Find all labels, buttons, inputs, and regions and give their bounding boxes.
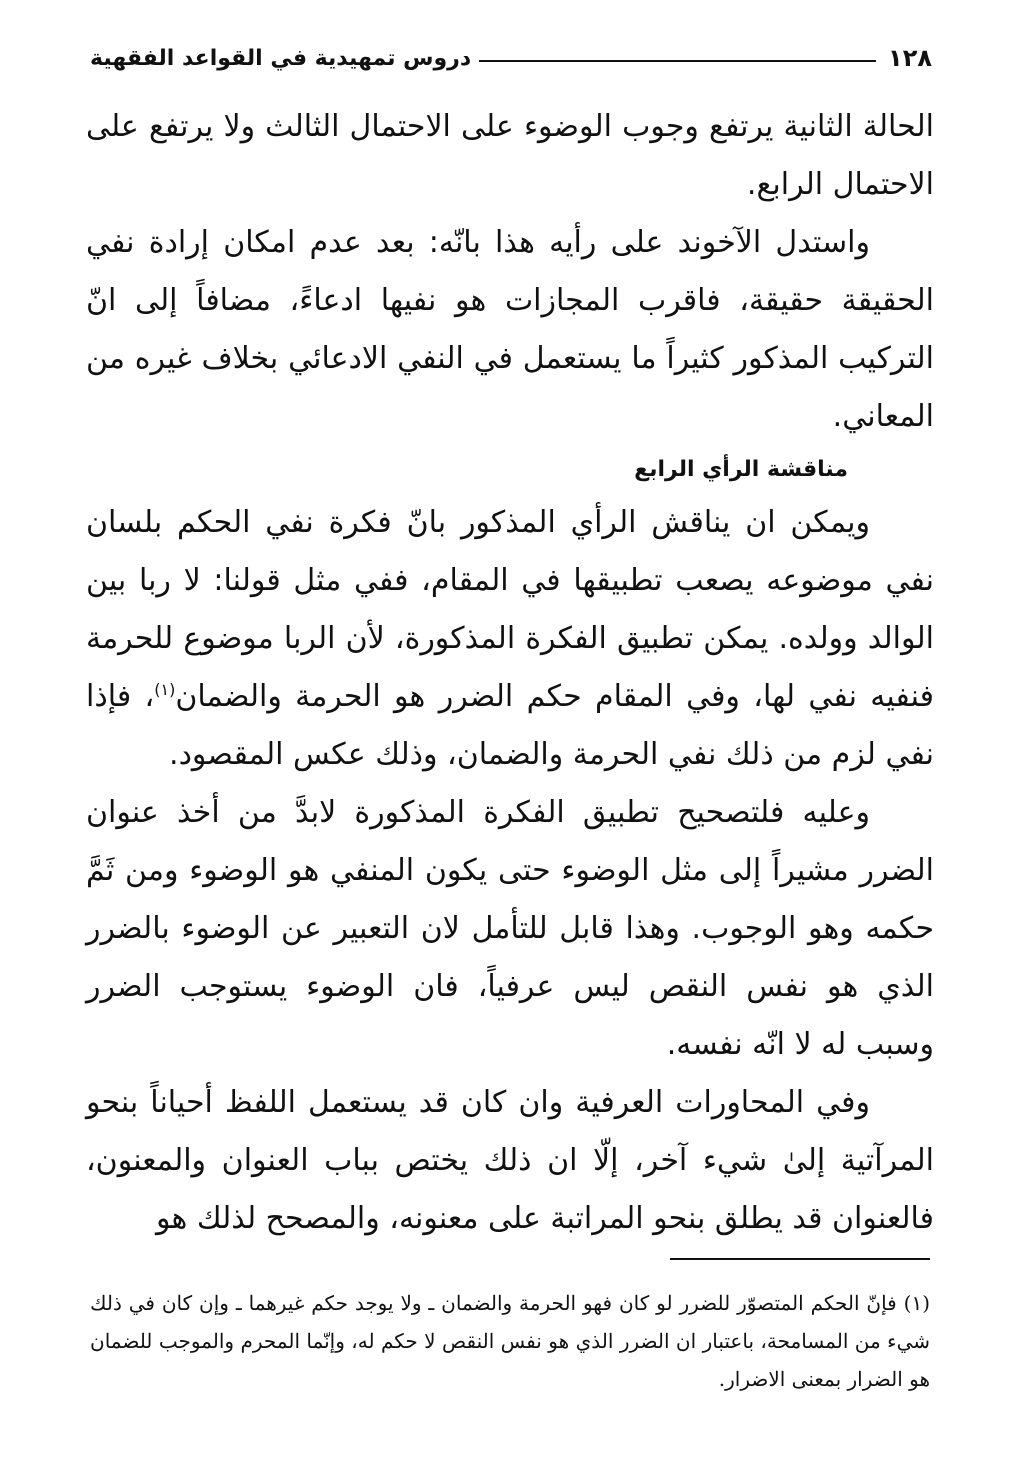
footnote-separator: [670, 1258, 930, 1260]
paragraph-4: وعليه فلتصحيح تطبيق الفكرة المذكورة لابدَّ من أخذ عنوان الضرر مشيراً إلى مثل الوضوء حتى يكون المنفي هو الوضوء ومن ثَمَّ حكمه وهو الوجوب. وهذا قابل للتأمل لان التعبير عن الوضوء بالضرر الذي هو نفس النقص ليس عرفياً، فان الوضوء يستوجب الضرر وسبب له لا انّه نفسه.: [86, 795, 934, 1062]
paragraph-3-text-b: ، فإذا نفي لزم من ذلك نفي الحرمة والضمان، وذلك عكس المقصود.: [86, 679, 934, 772]
section-heading: مناقشة الرأي الرابع: [634, 457, 848, 482]
footnote-reference: (١): [154, 680, 176, 699]
paragraph-3: [86, 494, 934, 784]
page-number: ١٢٨: [888, 44, 932, 72]
running-title: دروس تمهيدية في القواعد الفقهية: [90, 45, 472, 71]
footnote-1: (١) فإنّ الحكم المتصوّر للضرر لو كان فهو الحرمة والضمان ـ ولا يوجد حكم غيرهما ـ وإن كان في ذلك شيء من المسامحة، باعتبار ان الضرر الذي هو نفس النقص لا حكم له، وإنّما المحرم والموجب للضمان هو الضرار بمعنى الاضرار.: [90, 1291, 930, 1391]
paragraph-3-text-a: ويمكن ان يناقش الرأي المذكور بانّ فكرة نفي الحكم بلسان نفي موضوعه يصعب تطبيقها في المقام، ففي مثل قولنا: لا ربا بين الوالد وولده. يمكن تطبيق الفكرة المذكورة، لأن الربا موضوع للحرمة فنفيه نفي لها، وفي المقام حكم الضرر هو الحرمة والضمان: [86, 505, 934, 714]
paragraph-1: الحالة الثانية يرتفع وجوب الوضوء على الاحتمال الثالث ولا يرتفع على الاحتمال الرابع.: [86, 109, 934, 202]
main-text: [86, 98, 934, 1248]
header-rule: [479, 60, 876, 62]
paragraph-2: واستدل الآخوند على رأيه هذا بانّه: بعد عدم امكان إرادة نفي الحقيقة حقيقة، فاقرب المجازات هو نفيها ادعاءً، مضافاً إلى انّ التركيب المذكور كثيراً ما يستعمل في النفي الادعائي بخلاف غيره من المعاني.: [86, 225, 934, 434]
paragraph-5: وفي المحاورات العرفية وان كان قد يستعمل اللفظ أحياناً بنحو المرآتية إلىٰ شيء آخر، إلّا ان ذلك يختص بباب العنوان والمعنون، فالعنوان قد يطلق بنحو المراتبة على معنونه، والمصحح لذلك هو: [86, 1085, 934, 1236]
footnotes-section: [90, 1284, 930, 1398]
page-header: [90, 38, 932, 78]
